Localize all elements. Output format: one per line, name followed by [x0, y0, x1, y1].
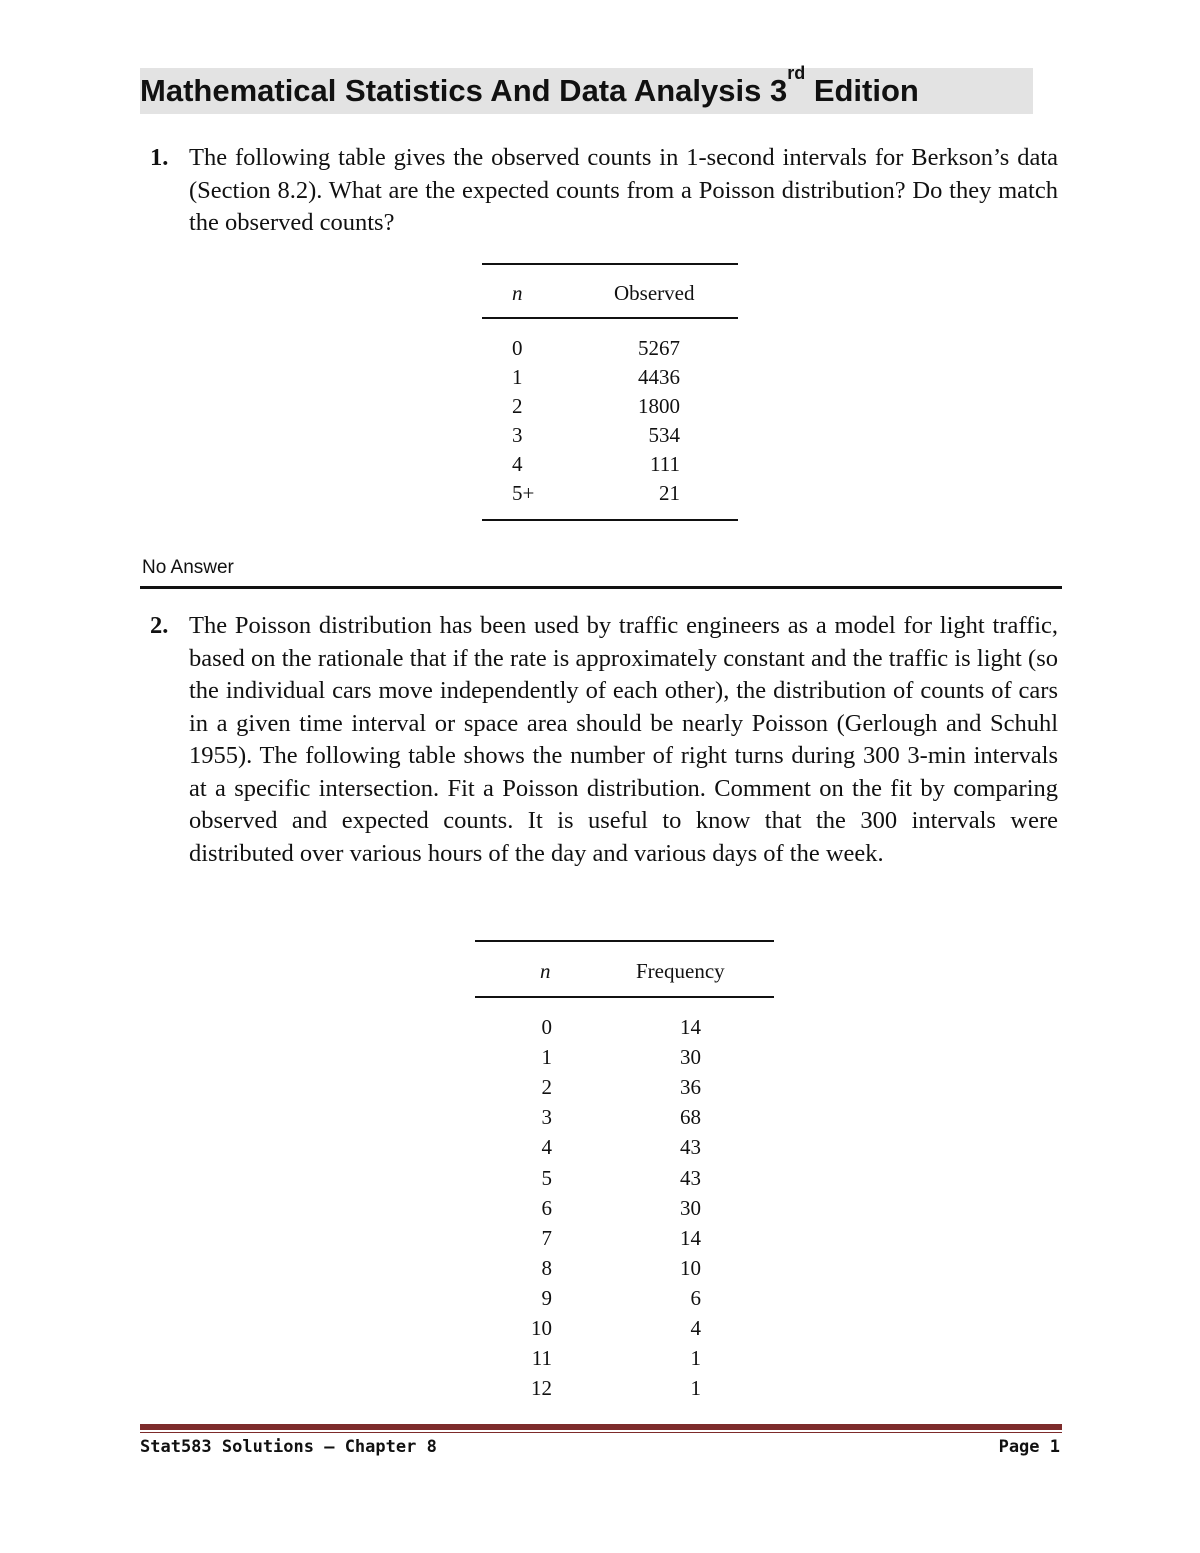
- table-cell-value: 43: [680, 1165, 701, 1190]
- table-cell-value: 6: [690, 1285, 701, 1310]
- table-cell-value: 111: [650, 452, 680, 476]
- problem-number: 2.: [150, 612, 169, 639]
- section-divider: [140, 586, 1062, 589]
- table-cell-n: 5: [541, 1165, 552, 1190]
- table-cell-value: 4436: [638, 365, 680, 389]
- table-cell-value: 534: [648, 423, 680, 447]
- footer-course: Stat583 Solutions – Chapter 8: [140, 1437, 437, 1457]
- table-cell-n: 10: [531, 1316, 552, 1340]
- table-header: [475, 942, 774, 998]
- observed-counts-table: [482, 263, 738, 521]
- table-cell-value: 21: [659, 481, 680, 505]
- table-cell-value: 4: [690, 1316, 701, 1340]
- table-header: [482, 265, 738, 319]
- problem-text: The Poisson distribution has been used by traffic engineers as a model for light traffic, based on the rationale that if the rate is approximately constant and the traffic is light (so the individual cars move independently of each other), the distribution of counts of cars in a given time interval or space area should be nearly Poisson (Gerlough and Schuhl 1955). The following table shows the number of right turns during 300 3-min intervals at a specific intersection. Fit a Poisson distribution. Comment on the fit by comparing observed and expected counts. It is useful to know that the 300 intervals were distributed over various hours of the day and various days of the week.: [189, 612, 1058, 867]
- footer-rule-thin: [140, 1432, 1062, 1433]
- column-header-n: n: [540, 959, 551, 983]
- table-cell-n: 2: [512, 394, 523, 418]
- column-header-observed: Observed: [614, 281, 695, 305]
- table-cell-n: 7: [541, 1225, 552, 1250]
- page-title: Mathematical Statistics And Data Analysis 3rd Edition: [140, 68, 1033, 114]
- table-cell-n: 6: [541, 1195, 552, 1220]
- problem-text: The following table gives the observed counts in 1-second intervals for Berkson’s data (Section 8.2). What are the expected counts from a Poisson distribution? Do they match the observed counts?: [189, 144, 1058, 236]
- problem-1: [150, 142, 1058, 240]
- answer-text: No Answer: [142, 557, 234, 578]
- table-cell-n: 8: [541, 1255, 552, 1280]
- table-cell-n: 3: [512, 423, 523, 447]
- table-cell-n: 11: [531, 1346, 552, 1371]
- column-header-frequency: Frequency: [636, 959, 725, 983]
- footer-page-number: Page 1: [998, 1437, 1060, 1457]
- problem-number: 1.: [150, 144, 169, 171]
- table-cell-value: 68: [680, 1105, 701, 1130]
- column-header-n: n: [512, 281, 523, 305]
- table-cell-n: 4: [541, 1135, 552, 1160]
- table-cell-n: 9: [541, 1285, 552, 1310]
- table-cell-value: 1: [690, 1346, 701, 1371]
- table-cell-n: 1: [541, 1045, 552, 1070]
- table-cell-value: 5267: [638, 336, 680, 360]
- table-cell-n: 12: [531, 1376, 552, 1401]
- table-cell-value: 43: [680, 1135, 701, 1160]
- table-cell-n: 4: [512, 452, 523, 476]
- table-cell-n: 1: [512, 365, 523, 389]
- table-cell-value: 10: [680, 1255, 701, 1280]
- table-cell-value: 1: [690, 1376, 701, 1401]
- table-cell-n: 3: [541, 1105, 552, 1130]
- frequency-table: [475, 940, 774, 1410]
- table-cell-value: 14: [680, 1225, 701, 1250]
- table-cell-value: 36: [680, 1075, 701, 1100]
- table-cell-value: 14: [680, 1015, 701, 1039]
- table-cell-n: 0: [512, 336, 523, 360]
- problem-2: [150, 610, 1058, 870]
- table-cell-n: 2: [541, 1075, 552, 1100]
- table-cell-value: 30: [680, 1195, 701, 1220]
- table-cell-n: 5+: [512, 481, 535, 505]
- table-cell-n: 0: [541, 1015, 552, 1039]
- table-cell-value: 1800: [638, 394, 680, 418]
- footer-rule: [140, 1424, 1062, 1430]
- table-cell-value: 30: [680, 1045, 701, 1070]
